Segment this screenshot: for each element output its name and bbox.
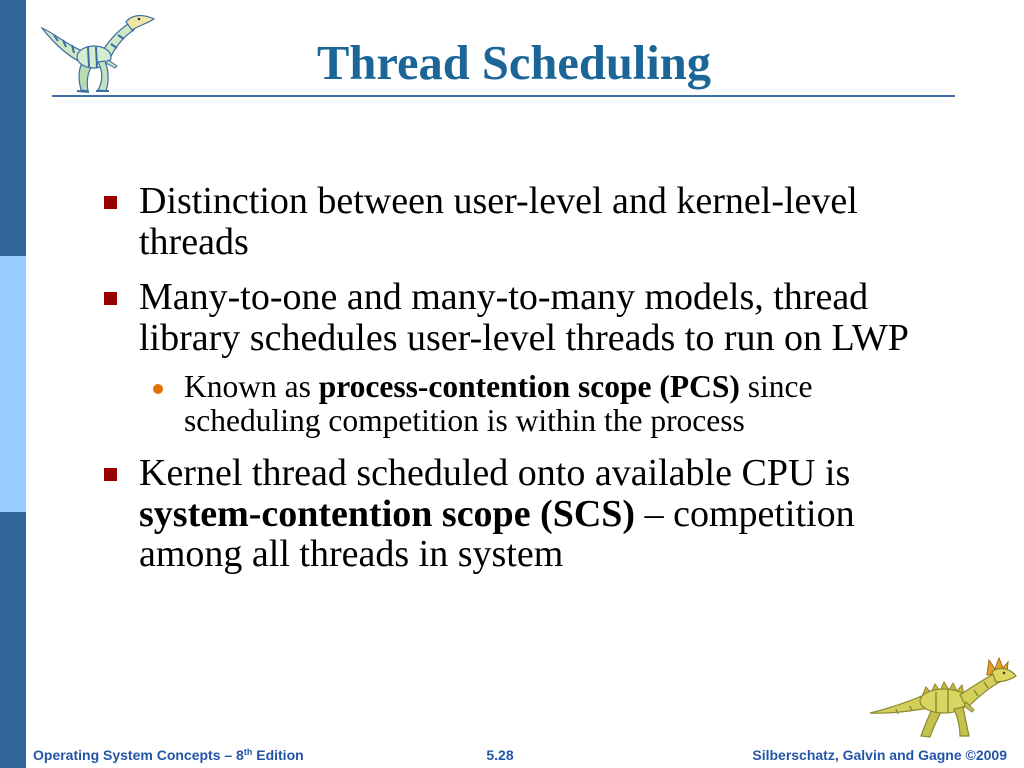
bullet-list [0,181,939,575]
dinosaur-eye [1003,672,1006,675]
bullet-text [139,452,855,575]
sub-bullet-item [184,370,939,438]
bullet-text-suffix: – competition among all threads in system [139,492,855,575]
slide-title: Thread Scheduling [317,37,711,90]
sub-bullet-term-pcs: process-contention scope (PCS) [318,369,740,404]
bullet-item [0,181,939,262]
dinosaur-footer-icon [866,656,1018,740]
sub-bullet-text [184,369,813,438]
title-underline [52,95,955,97]
bullet-text: Distinction between user-level and kernel-level threads [139,180,858,263]
footer-copyright: Silberschatz, Galvin and Gagne ©2009 [752,747,1007,763]
footer-edition-label: Edition [252,747,304,763]
footer-edition-ordinal: th [243,747,253,757]
bullet-term-scs: system-contention scope (SCS) [139,492,636,535]
footer-book-title [33,747,304,763]
page-number: 5.28 [486,747,514,763]
sub-bullet-list [184,370,939,438]
sub-bullet-text-prefix: Known as [184,369,319,404]
bullet-text: Many-to-one and many-to-many models, thread library schedules user-level threads to run on LWP [139,276,909,359]
dinosaur-head [126,16,154,30]
dinosaur-eye [138,18,141,21]
square-bullet-icon [104,292,117,305]
round-bullet-icon [153,384,163,394]
bullet-text-prefix: Kernel thread scheduled onto available CPU is [139,452,851,494]
dinosaur-leg-front [954,707,969,736]
footer-book-title-text: Operating System Concepts – 8 [33,747,244,763]
square-bullet-icon [104,468,117,481]
dinosaur-head [992,669,1016,682]
bullet-item [0,453,939,575]
bullet-item [0,277,939,438]
sub-bullet-text-suffix: since scheduling competition is within the process [184,369,813,438]
square-bullet-icon [104,196,117,209]
